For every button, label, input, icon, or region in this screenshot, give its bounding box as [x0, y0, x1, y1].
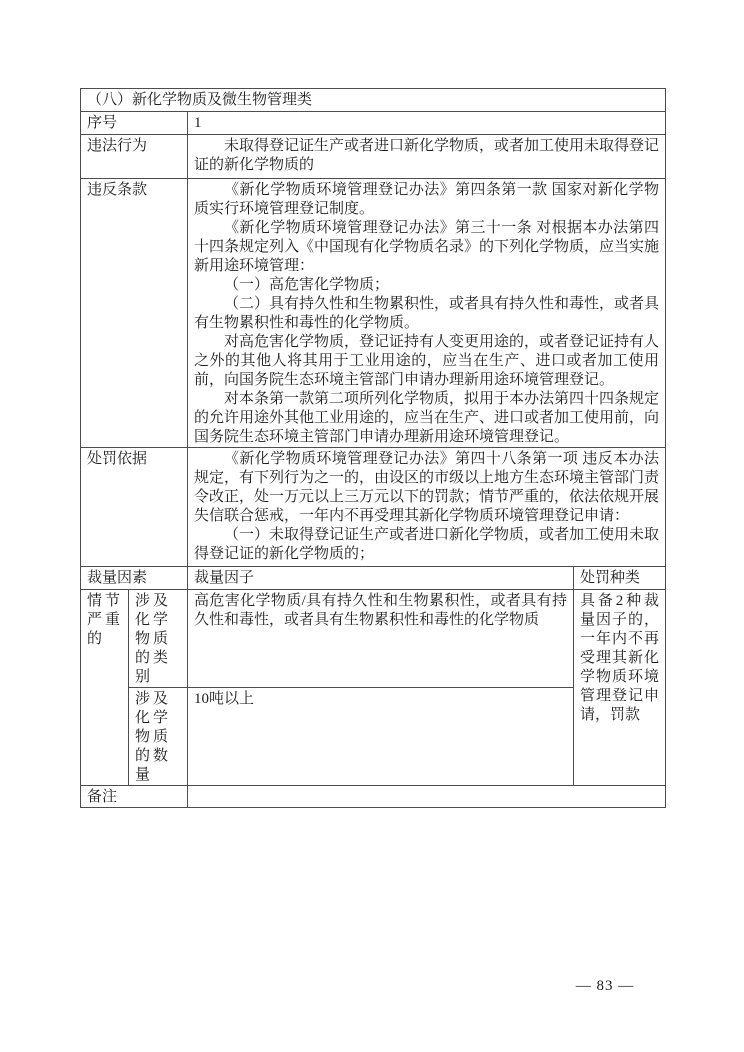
violated-clause-cell: [188, 179, 666, 448]
factor-category-cell: [188, 590, 574, 688]
penalty-type-cell: [574, 590, 666, 786]
aspect-quantity-label: 涉及化学物质的数量: [135, 691, 168, 783]
penalty-basis-label: 处罚依据: [81, 448, 188, 567]
violated-clause-paragraph: （一）高危害化学物质；: [224, 277, 390, 293]
remark-label: 备注: [81, 786, 188, 808]
aspect-category-label: 涉及化学物质的类别: [135, 593, 168, 685]
aspect-category-cell: [129, 590, 188, 688]
violated-clause-label: 违反条款: [81, 179, 188, 448]
violated-clause-paragraph: 对本条第一款第二项所列化学物质，拟用于本办法第四十四条规定的允许用途外其他工业用途的，应当在生产、进口或者加工使用前，向国务院生态环境主管部门申请办理新用途环境管理登记。: [194, 391, 660, 445]
violated-clause-paragraph: （二）具有持久性和生物累积性，或者具有持久性和毒性，或者具有生物累积性和毒性的化学物质。: [194, 296, 660, 331]
remark-value: [188, 786, 666, 808]
violated-clause-paragraph: 《新化学物质环境管理登记办法》第三十一条 对根据本办法第四十四条规定列入《中国现有化学物质名录》的下列化学物质，应当实施新用途环境管理：: [194, 220, 660, 274]
penalty-basis-paragraph: （一）未取得登记证生产或者进口新化学物质，或者加工使用未取得登记证的新化学物质的；: [194, 527, 660, 562]
penalty-type-header: 处罚种类: [574, 567, 666, 590]
illegal-act-cell: [188, 135, 666, 179]
factor-quantity-cell: [188, 688, 574, 786]
penalty-basis-cell: [188, 448, 666, 567]
illegal-act-text: 未取得登记证生产或者进口新化学物质，或者加工使用未取得登记证的新化学物质的: [194, 138, 660, 173]
penalty-basis-paragraph: 《新化学物质环境管理登记办法》第四十八条第一项 违反本办法规定，有下列行为之一的，由设区的市级以上地方生态环境主管部门责令改正，处一万元以上三万元以下的罚款；情节严重的，依法依规开展失信联合惩戒，一年内不再受理其新化学物质环境管理登记申请：: [194, 451, 660, 524]
factor-category-text: 高危害化学物质/具有持久性和生物累积性，或者具有持久性和毒性，或者具有生物累积性和毒性的化学物质: [194, 593, 567, 628]
severity-label: 情节严重的: [87, 593, 120, 647]
illegal-act-label: 违法行为: [81, 135, 188, 179]
violated-clause-paragraph: 《新化学物质环境管理登记办法》第四条第一款 国家对新化学物质实行环境管理登记制度。: [194, 182, 660, 217]
violated-clause-paragraph: 对高危害化学物质，登记证持有人变更用途的，或者登记证持有人之外的其他人将其用于工业用途的，应当在生产、进口或者加工使用前，向国务院生态环境主管部门申请办理新用途环境管理登记。: [194, 334, 660, 388]
regulation-penalty-table: [80, 88, 666, 808]
discretion-factor-header: 裁量因子: [188, 567, 574, 590]
discretion-factor-group-header: 裁量因素: [81, 567, 188, 590]
factor-quantity-text: 10吨以上: [194, 691, 255, 707]
aspect-quantity-cell: [129, 688, 188, 786]
severity-cell: [81, 590, 129, 786]
page-number: — 83 —: [575, 978, 635, 994]
penalty-type-text: 具备2种裁量因子的，一年内不再受理其新化学物质环境管理登记申请，罚款: [580, 593, 660, 723]
serial-label: 序号: [81, 112, 188, 135]
section-title: （八）新化学物质及微生物管理类: [81, 89, 666, 112]
serial-value: 1: [188, 112, 666, 135]
